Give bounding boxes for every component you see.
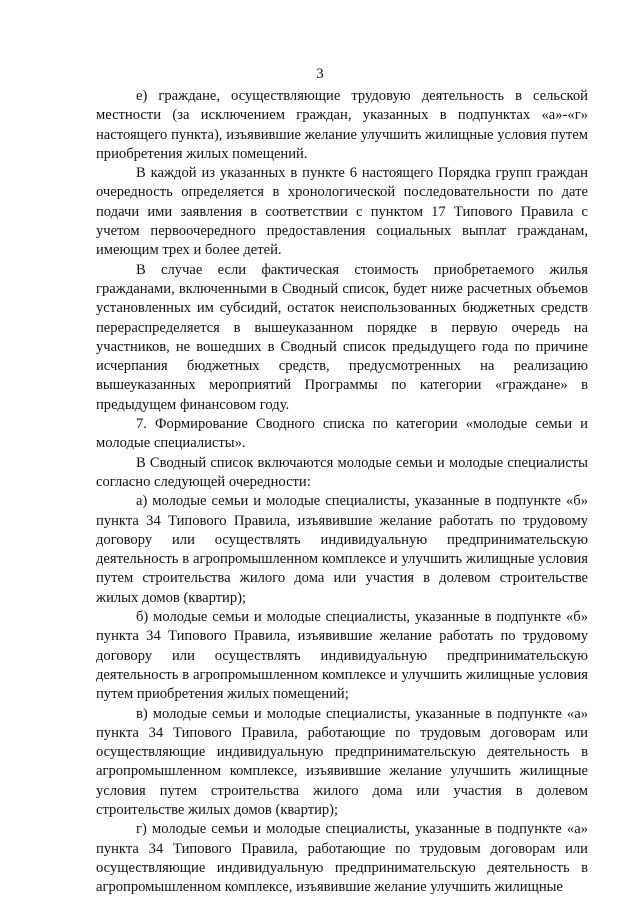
paragraph-item-e: е) граждане, осуществляющие трудовую деятельность в сельской местности (за исключением граждан, указанных в подпунктах «а»-«г» настоящего пункта), изъявившие желание улучшить жилищные условия путем приобретения жилых помещений. xyxy=(96,88,588,162)
paragraph-inclusion-order: В Сводный список включаются молодые семьи и молодые специалисты согласно следующей очередности: xyxy=(96,454,588,490)
paragraph-item-v: в) молодые семьи и молодые специалисты, указанные в подпункте «а» пункта 34 Типового Правила, работающие по трудовым договорам или осуществляющие индивидуальную предпринимательскую деятельность в агропромышленном комплексе, изъявившие желание улучшить жилищные условия путем строительства жилого дома или участия в долевом строительстве жилых домов (квартир); xyxy=(96,705,588,818)
paragraph-section-7-heading: 7. Формирование Сводного списка по категории «молодые семьи и молодые специалисты». xyxy=(96,416,588,452)
document-body xyxy=(96,87,588,897)
paragraph-funds-redistribution: В случае если фактическая стоимость приобретаемого жилья гражданами, включенными в Сводный список, будет ниже расчетных объемов установленных им субсидий, остаток неиспользованных бюджетных средств перераспределяется в вышеуказанном порядке в первую очередь на участников, не вошедших в Сводный список предыдущего года по причине исчерпания бюджетных средств, предусмотренных на реализацию вышеуказанных мероприятий Программы по категории «граждане» в предыдущем финансовом году. xyxy=(96,261,588,413)
paragraph-item-b: б) молодые семьи и молодые специалисты, указанные в подпункте «б» пункта 34 Типового Правила, изъявившие желание работать по трудовому договору или осуществлять индивидуальную предпринимательскую деятельность в агропромышленном комплексе и улучшить жилищные условия путем приобретения жилых помещений; xyxy=(96,609,588,703)
paragraph-item-a: а) молодые семьи и молодые специалисты, указанные в подпункте «б» пункта 34 Типового Правила, изъявившие желание работать по трудовому договору или осуществлять индивидуальную предпринимательскую деятельность в агропромышленном комплексе и улучшить жилищные условия путем строительства жилого дома или участия в долевом строительстве жилых домов (квартир); xyxy=(96,493,588,606)
page-number: 3 xyxy=(316,66,324,82)
paragraph-queue-order: В каждой из указанных в пункте 6 настоящего Порядка групп граждан очередность определяется в хронологической последовательности по дате подачи ими заявления в соответствии с пунктом 17 Типового Правила с учетом первоочередного предоставления социальных выплат гражданам, имеющим трех и более детей. xyxy=(96,165,588,259)
paragraph-item-g: г) молодые семьи и молодые специалисты, указанные в подпункте «а» пункта 34 Типового Правила, работающие по трудовым договорам или осуществляющие индивидуальную предпринимательскую деятельность в агропромышленном комплексе, изъявившие желание улучшить жилищные xyxy=(96,821,588,896)
